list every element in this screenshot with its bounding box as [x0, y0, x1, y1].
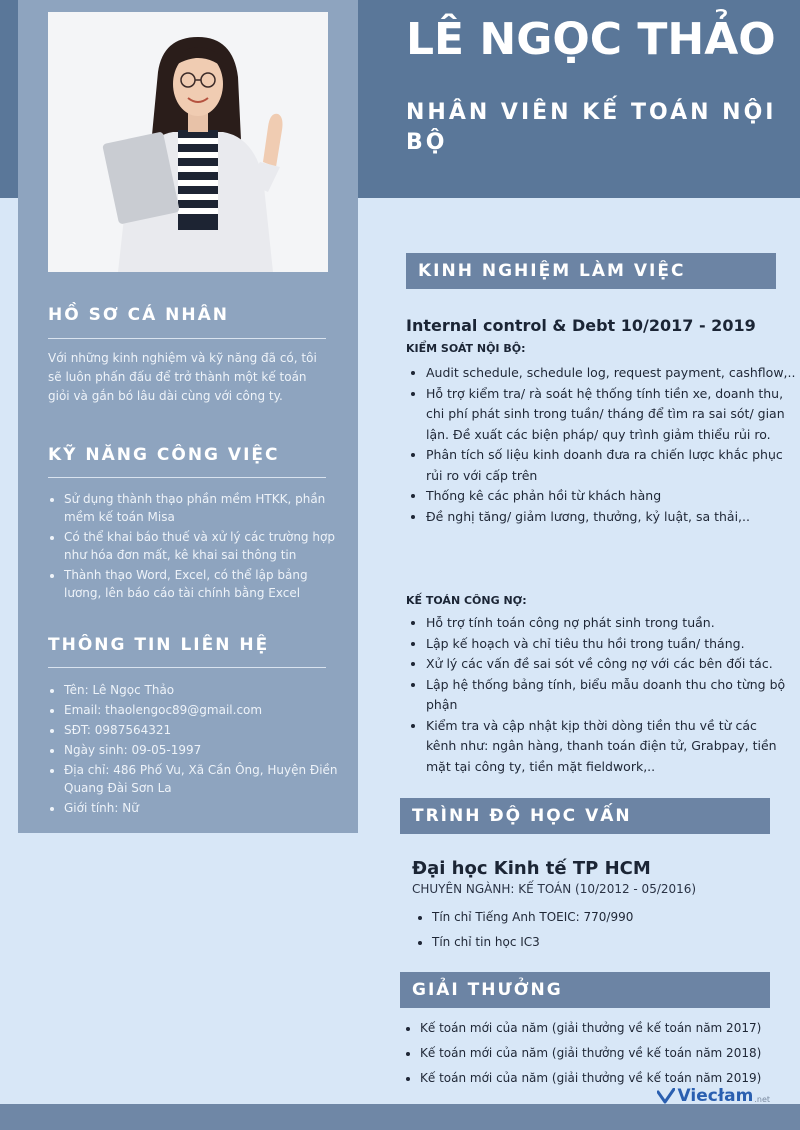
- skill-item: • Thành thạo Word, Excel, có thể lập bảng lương, lên báo cáo tài chính bằng Excel: [64, 566, 346, 602]
- duty-item: • Xử lý các vấn đề sai sót về công nợ với các bên đối tác.: [426, 654, 786, 675]
- skills-divider: [48, 477, 326, 478]
- duty-item: • Hỗ trợ tính toán công nợ phát sinh trong tuần.: [426, 613, 786, 634]
- experience-heading: KINH NGHIỆM LÀM VIỆC: [406, 253, 776, 289]
- duty-item: • Hỗ trợ kiểm tra/ rà soát hệ thống tính tiền xe, doanh thu, chi phí phát sinh trong tuần/ tháng để tìm ra sai sót/ gian lận. Đề xuất các biện pháp/ quy trình giảm thiểu rủi ro.: [426, 384, 796, 446]
- contact-email: • Email: thaolengoc89@gmail.com: [64, 701, 346, 719]
- duty-item: • Kiểm tra và cập nhật kịp thời dòng tiền thu về từ các kênh như: ngân hàng, thanh toán điện tử, Grabpay, tiền mặt tại công ty, tiền mặt fieldwork,..: [426, 716, 786, 778]
- certificate-item: • Tín chỉ tin học IC3: [432, 930, 772, 955]
- debt-accounting-subheading: KẾ TOÁN CÔNG NỢ:: [406, 594, 527, 607]
- award-item: • Kế toán mới của năm (giải thưởng về kế toán năm 2017): [420, 1016, 790, 1041]
- internal-control-subheading: KIỂM SOÁT NỘI BỘ:: [406, 342, 526, 355]
- certificate-item: • Tín chỉ Tiếng Anh TOEIC: 770/990: [432, 905, 772, 930]
- candidate-role: NHÂN VIÊN KẾ TOÁN NỘI BỘ: [406, 100, 777, 155]
- skills-heading: KỸ NĂNG CÔNG VIỆC: [48, 445, 280, 465]
- profile-text: Với những kinh nghiệm và kỹ năng đã có, tôi sẽ luôn phấn đấu để trở thành một kế toán giỏi và gắn bó lâu dài cùng với công ty.: [48, 351, 317, 403]
- skills-list: [48, 490, 346, 604]
- education-list: [416, 905, 772, 955]
- sidebar: [18, 0, 358, 833]
- skill-item: • Sử dụng thành thạo phần mềm HTKK, phần mềm kế toán Misa: [64, 490, 346, 526]
- duty-item: • Phân tích số liệu kinh doanh đưa ra chiến lược khắc phục rủi ro với cấp trên: [426, 445, 796, 486]
- vieclam-logo: [657, 1086, 770, 1106]
- contact-list: [48, 681, 346, 819]
- profile-heading: HỒ SƠ CÁ NHÂN: [48, 305, 230, 325]
- contact-phone: • SĐT: 0987564321: [64, 721, 346, 739]
- contact-birthday: • Ngày sinh: 09-05-1997: [64, 741, 346, 759]
- education-school: Đại học Kinh tế TP HCM: [412, 858, 651, 879]
- award-item: • Kế toán mới của năm (giải thưởng về kế toán năm 2019): [420, 1066, 790, 1091]
- profile-divider: [48, 338, 326, 339]
- profile-photo: [48, 12, 328, 272]
- job-title: Internal control & Debt 10/2017 - 2019: [406, 316, 756, 335]
- duty-item: • Lập hệ thống bảng tính, biểu mẫu doanh thu cho từng bộ phận: [426, 675, 786, 716]
- awards-heading: GIẢI THƯỞNG: [400, 972, 770, 1008]
- portrait-illustration: [48, 12, 328, 272]
- checkmark-logo-icon: [657, 1088, 675, 1104]
- education-heading: TRÌNH ĐỘ HỌC VẤN: [400, 798, 770, 834]
- award-item: • Kế toán mới của năm (giải thưởng về kế toán năm 2018): [420, 1041, 790, 1066]
- awards-list: [404, 1016, 790, 1091]
- logo-brand: Viecłam: [677, 1086, 754, 1106]
- debt-accounting-list: [410, 613, 786, 777]
- contact-divider: [48, 667, 326, 668]
- internal-control-list: [410, 363, 796, 527]
- duty-item: • Lập kế hoạch và chỉ tiêu thu hồi trong tuần/ tháng.: [426, 634, 786, 655]
- contact-address: • Địa chỉ: 486 Phố Vu, Xã Cần Ông, Huyện Điền Quang Đài Sơn La: [64, 761, 346, 797]
- footer-band: [0, 1104, 800, 1130]
- contact-heading: THÔNG TIN LIÊN HỆ: [48, 635, 270, 655]
- skill-item: • Có thể khai báo thuế và xử lý các trường hợp như hóa đơn mất, kê khai sai thông tin: [64, 528, 346, 564]
- candidate-name: LÊ NGỌC THẢO: [406, 14, 776, 65]
- contact-name: • Tên: Lê Ngọc Thảo: [64, 681, 346, 699]
- logo-tld: .net: [754, 1094, 770, 1104]
- duty-item: • Đề nghị tăng/ giảm lương, thưởng, kỷ luật, sa thải,..: [426, 507, 796, 528]
- education-major: CHUYÊN NGÀNH: KẾ TOÁN (10/2012 - 05/2016): [412, 882, 697, 896]
- duty-item: • Thống kê các phản hồi từ khách hàng: [426, 486, 796, 507]
- duty-item: • Audit schedule, schedule log, request payment, cashflow,..: [426, 363, 796, 384]
- contact-gender: • Giới tính: Nữ: [64, 799, 346, 817]
